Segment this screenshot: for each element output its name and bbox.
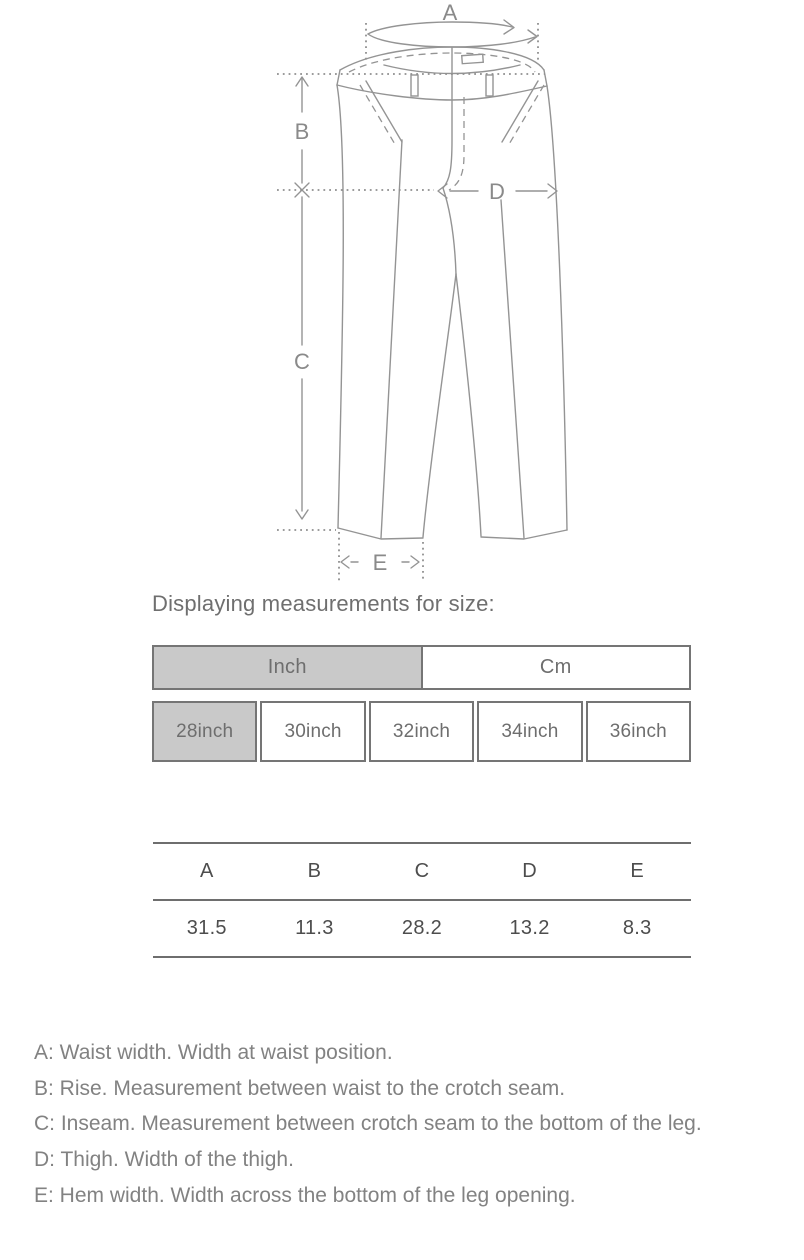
measurements-table [153,842,691,958]
size-tab-28inch[interactable]: 28inch [152,701,257,762]
legend-item-d: D: Thigh. Width of the thigh. [34,1148,294,1172]
label-b: B [294,119,310,144]
column-header-b: B [307,860,322,882]
label-e: E [372,550,388,575]
belt-loop [486,75,493,96]
column-header-a: A [199,860,214,882]
unit-tab-inch[interactable]: Inch [154,647,423,688]
unit-tab-cm[interactable]: Cm [423,647,690,688]
size-selector [152,701,691,762]
legend-item-b: B: Rise. Measurement between waist to the crotch seam. [34,1076,566,1100]
thigh-measure-annotation [277,179,557,204]
measurement-legend [34,1035,758,1214]
label-d: D [489,179,505,204]
column-header-e: E [630,860,644,882]
waistband-label-patch [462,54,484,63]
label-c: C [294,349,310,374]
pants-measurement-diagram [0,0,804,588]
arrow-right-icon [528,30,537,43]
belt-loop [411,75,418,96]
label-a: A [442,0,458,25]
legend-item-c: C: Inseam. Measurement between crotch seam to the bottom of the leg. [34,1112,702,1136]
value-b: 11.3 [295,917,334,939]
inseam-measure-annotation [277,197,336,530]
value-d: 13.2 [509,917,550,939]
size-tab-34inch[interactable]: 34inch [477,701,582,762]
pants-outline [337,47,567,539]
legend-item-a: A: Waist width. Width at waist position. [34,1041,393,1064]
size-tab-36inch[interactable]: 36inch [586,701,691,762]
size-tab-30inch[interactable]: 30inch [260,701,365,762]
column-header-c: C [414,860,430,882]
value-c: 28.2 [401,917,443,939]
legend-item-e: E: Hem width. Width across the bottom of the leg opening. [34,1183,576,1207]
unit-selector [152,645,691,690]
column-header-d: D [522,860,537,882]
value-e: 8.3 [622,917,652,939]
arrow-right-icon [411,556,419,568]
measurements-header-row [153,844,691,901]
measurements-value-row [153,901,691,958]
size-tab-32inch[interactable]: 32inch [369,701,474,762]
arrow-left-icon [341,556,349,568]
value-a: 31.5 [186,917,227,939]
size-display-heading: Displaying measurements for size: [152,591,495,616]
